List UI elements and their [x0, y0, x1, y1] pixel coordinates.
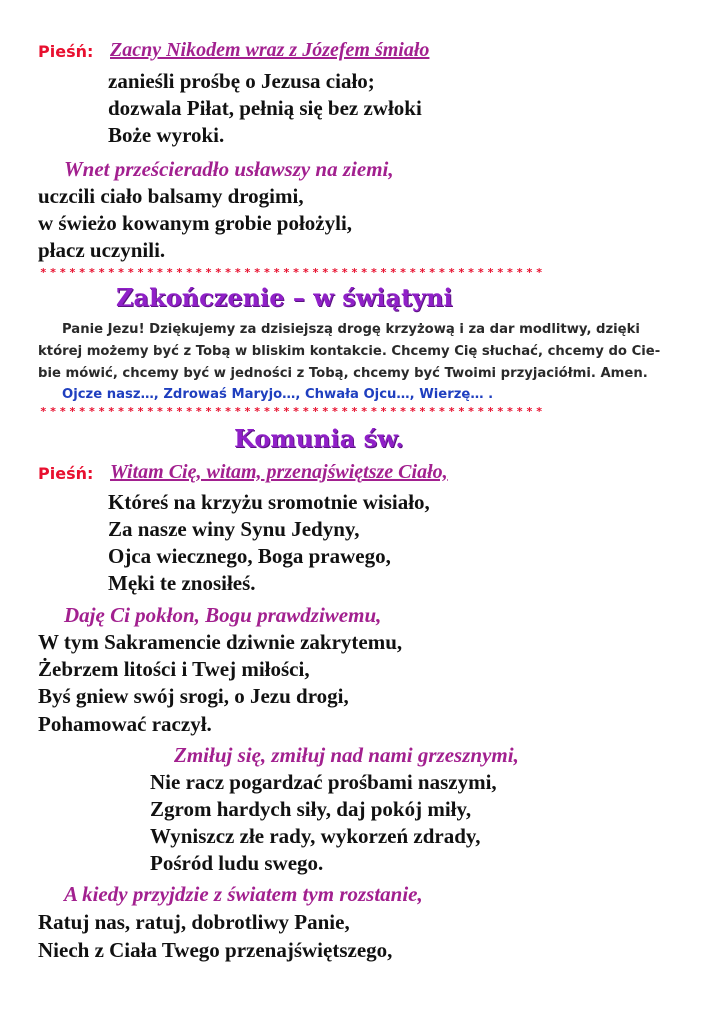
verse-line: płacz uczynili.	[38, 238, 166, 262]
verse-line: Boże wyroki.	[108, 123, 225, 147]
refrain-line-highlight: Zmiłuj się, zmiłuj nad nami grzesznymi,	[174, 743, 519, 767]
verse-line: Żebrzem litości i Twej miłości,	[38, 657, 310, 681]
section-heading: Komunia św.	[234, 424, 404, 453]
verse-line: W tym Sakramencie dziwnie zakrytemu,	[38, 630, 403, 654]
prayer-text: której możemy być z Tobą w bliskim kontakcie. Chcemy Cię słuchać, chcemy do Cie-	[38, 344, 661, 359]
verse-line-highlight: Wnet prześcieradło usławszy na ziemi,	[64, 157, 394, 181]
verse-line-highlight: A kiedy przyjdzie z światem tym rozstanie,	[64, 882, 423, 906]
section-heading: Zakończenie – w świątyni	[116, 283, 453, 312]
verse-line: Ratuj nas, ratuj, dobrotliwy Panie,	[38, 910, 350, 934]
verse-line: Ojca wiecznego, Boga prawego,	[108, 544, 391, 568]
refrain-line: Nie racz pogardzać prośbami naszymi,	[150, 770, 497, 794]
verse-line: w świeżo kowanym grobie położyli,	[38, 211, 353, 235]
prayer-text: Panie Jezu! Dziękujemy za dzisiejszą drogę krzyżową i za dar modlitwy, dzięki	[62, 322, 640, 337]
separator: ****************************************************	[40, 266, 546, 279]
song-title: Witam Cię, witam, przenajświętsze Ciało,	[110, 461, 448, 483]
verse-line: Któreś na krzyżu sromotnie wisiało,	[108, 490, 430, 514]
verse-line: Męki te znosiłeś.	[108, 571, 256, 595]
prayer-text: bie mówić, chcemy być w jedności z Tobą, chcemy być Twoimi przyjaciółmi. Amen.	[38, 366, 648, 381]
refrain-line: Zgrom hardych siły, daj pokój miły,	[150, 797, 472, 821]
verse-line: Byś gniew swój srogi, o Jezu drogi,	[38, 684, 349, 708]
prayers-list: Ojcze nasz…, Zdrowaś Maryjo…, Chwała Ojcu…, Wierzę… .	[62, 387, 494, 402]
song-label: Pieśń:	[38, 464, 94, 483]
refrain-line: Wyniszcz złe rady, wykorzeń zdrady,	[150, 824, 481, 848]
separator: ****************************************************	[40, 405, 546, 418]
verse-line: Pohamować raczył.	[38, 712, 212, 736]
verse-line: dozwala Piłat, pełnią się bez zwłoki	[108, 96, 422, 120]
refrain-line: Pośród ludu swego.	[150, 851, 324, 875]
verse-line: Za nasze winy Synu Jedyny,	[108, 517, 360, 541]
song-title: Zacny Nikodem wraz z Józefem śmiało	[110, 39, 430, 61]
verse-line: uczcili ciało balsamy drogimi,	[38, 184, 304, 208]
song-label: Pieśń:	[38, 42, 94, 61]
verse-line: zanieśli prośbę o Jezusa ciało;	[108, 69, 375, 93]
verse-line-highlight: Daję Ci pokłon, Bogu prawdziwemu,	[64, 603, 382, 627]
verse-line: Niech z Ciała Twego przenajświętszego,	[38, 938, 393, 962]
